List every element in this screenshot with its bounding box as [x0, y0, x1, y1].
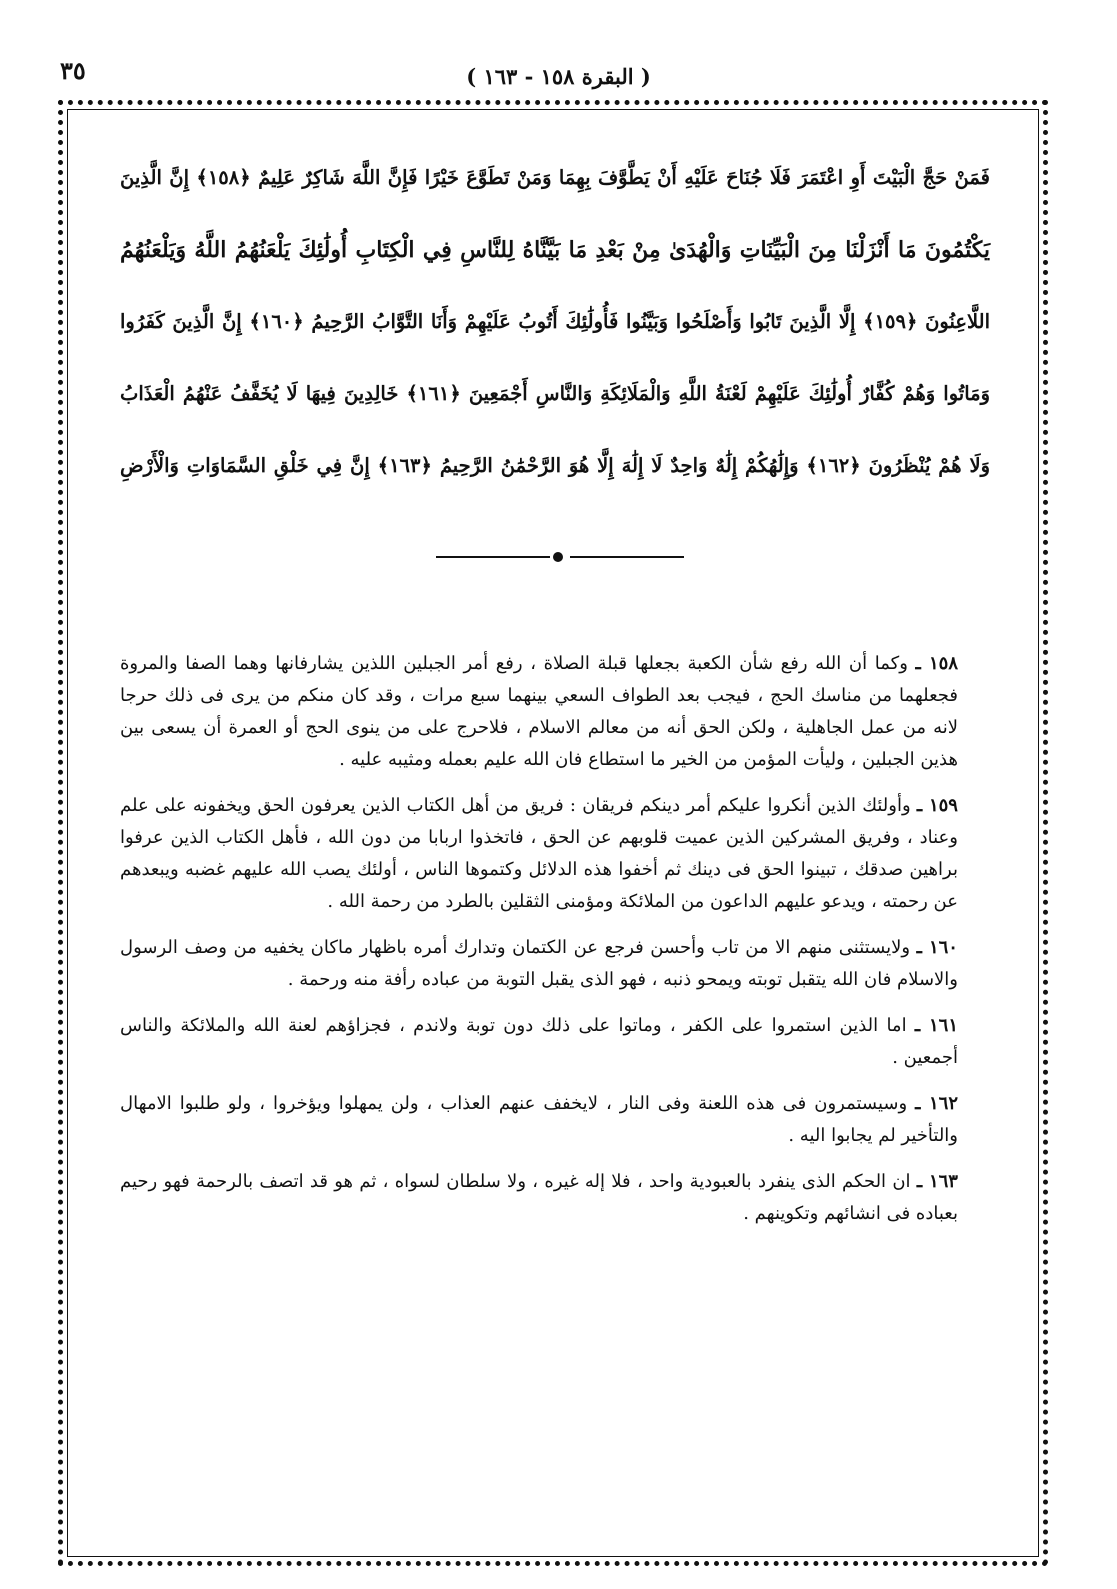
- verse-line: وَلَا هُمْ يُنْظَرُونَ ﴿١٦٢﴾ وَإِلَٰهُكُمْ إِلَٰهٌ وَاحِدٌ لَا إِلَٰهَ إِلَّا هُوَ الرَّحْمَٰنُ الرَّحِيمُ ﴿١٦٣﴾ إِنَّ فِي خَلْقِ السَّمَاوَاتِ وَالْأَرْضِ: [120, 454, 990, 477]
- quran-verses: [120, 142, 990, 502]
- commentary-paragraph: [120, 1166, 958, 1230]
- verse-line: يَكْتُمُونَ مَا أَنْزَلْنَا مِنَ الْبَيِّنَاتِ وَالْهُدَىٰ مِنْ بَعْدِ مَا بَيَّنَّاهُ لِلنَّاسِ فِي الْكِتَابِ أُولَٰئِكَ يَلْعَنُهُمُ اللَّهُ وَيَلْعَنُهُمُ: [120, 237, 990, 263]
- verse-line: اللَّاعِنُونَ ﴿١٥٩﴾ إِلَّا الَّذِينَ تَابُوا وَأَصْلَحُوا وَبَيَّنُوا فَأُولَٰئِكَ أَتُوبُ عَلَيْهِمْ وَأَنَا التَّوَّابُ الرَّحِيمُ ﴿١٦٠﴾ إِنَّ الَّذِينَ كَفَرُوا: [120, 310, 991, 333]
- verse-number: ١٥٨ ـ: [915, 653, 958, 674]
- verse-number: ١٦٠ ـ: [916, 937, 958, 958]
- commentary-text: وسيستمرون فى هذه اللعنة وفى النار ، لايخفف عنهم العذاب ، ولن يمهلوا ويؤخروا ، ولو طلبوا الامهال والتأخير لم يجابوا اليه .: [120, 1093, 958, 1146]
- verse-number: ١٦٣ ـ: [916, 1171, 958, 1192]
- verse-line: فَمَنْ حَجَّ الْبَيْتَ أَوِ اعْتَمَرَ فَلَا جُنَاحَ عَلَيْهِ أَنْ يَطَّوَّفَ بِهِمَا وَمَنْ تَطَوَّعَ خَيْرًا فَإِنَّ اللَّهَ شَاكِرٌ عَلِيمٌ ﴿١٥٨﴾ إِنَّ الَّذِينَ: [120, 166, 990, 189]
- verse-line: وَمَاتُوا وَهُمْ كُفَّارٌ أُولَٰئِكَ عَلَيْهِمْ لَعْنَةُ اللَّهِ وَالْمَلَائِكَةِ وَالنَّاسِ أَجْمَعِينَ ﴿١٦١﴾ خَالِدِينَ فِيهَا لَا يُخَفَّفُ عَنْهُمُ الْعَذَابُ: [120, 382, 991, 405]
- section-divider: [436, 551, 684, 563]
- commentary: [120, 648, 958, 1244]
- verse-number: ١٦٢ ـ: [915, 1093, 958, 1114]
- commentary-paragraph: [120, 1088, 958, 1152]
- commentary-text: اما الذين استمروا على الكفر ، وماتوا على ذلك دون توبة ولاندم ، فجزاؤهم لعنة الله والملائكة والناس أجمعين .: [120, 1015, 958, 1068]
- commentary-text: وكما أن الله رفع شأن الكعبة بجعلها قبلة الصلاة ، رفع أمر الجبلين اللذين يشارفانها وهما الصفا والمروة فجعلهما من مناسك الحج ، فيجب بعد الطواف السعي بينهما سبع مرات ، وقد كان منكم من يرى فى ذلك حرجا لانه من عمل الجاهلية ، ولكن الحق أنه من معالم الاسلام ، فلاحرج على من ينوى الحج أو العمرة أن يسعى بين هذين الجبلين ، وليأت المؤمن من الخير ما استطاع فان الله عليم بعمله ومثيبه عليه .: [120, 653, 958, 770]
- commentary-paragraph: [120, 790, 958, 918]
- commentary-paragraph: [120, 932, 958, 996]
- page-number: ٣٥: [60, 56, 86, 85]
- commentary-paragraph: [120, 648, 958, 776]
- commentary-text: وأولئك الذين أنكروا عليكم أمر دينكم فريقان : فريق من أهل الكتاب الذين يعرفون الحق ويخفونه على علم وعناد ، وفريق المشركين الذين عميت قلوبهم عن الحق ، فاتخذوا اربابا من دون الله ، فأهل الكتاب الذين عرفوا براهين صدقك ، تبينوا الحق فى دينك ثم أخفوا هذه الدلائل وكتموها الناس ، أولئك يصب الله عليهم غضبه ويبعدهم عن رحمته ، ويدعو عليهم الداعون من الملائكة ومؤمنى الثقلين بالطرد من رحمة الله .: [120, 795, 958, 912]
- verse-number: ١٦١ ـ: [914, 1015, 958, 1036]
- commentary-paragraph: [120, 1010, 958, 1074]
- page-header: ( البقرة ١٥٨ - ١٦٣ ): [466, 64, 651, 89]
- commentary-text: ولايستثنى منهم الا من تاب وأحسن فرجع عن الكتمان وتدارك أمره باظهار ماكان يخفيه من وصف الرسول والاسلام فان الله يتقبل توبته ويمحو ذنبه ، فهو الذى يقبل التوبة من عباده رأفة منه ورحمة .: [120, 937, 958, 990]
- verse-number: ١٥٩ ـ: [916, 795, 958, 816]
- commentary-text: ان الحكم الذى ينفرد بالعبودية واحد ، فلا إله غيره ، ولا سلطان لسواه ، ثم هو قد اتصف بالرحمة فهو رحيم بعباده فى انشائهم وتكوينهم .: [120, 1171, 958, 1224]
